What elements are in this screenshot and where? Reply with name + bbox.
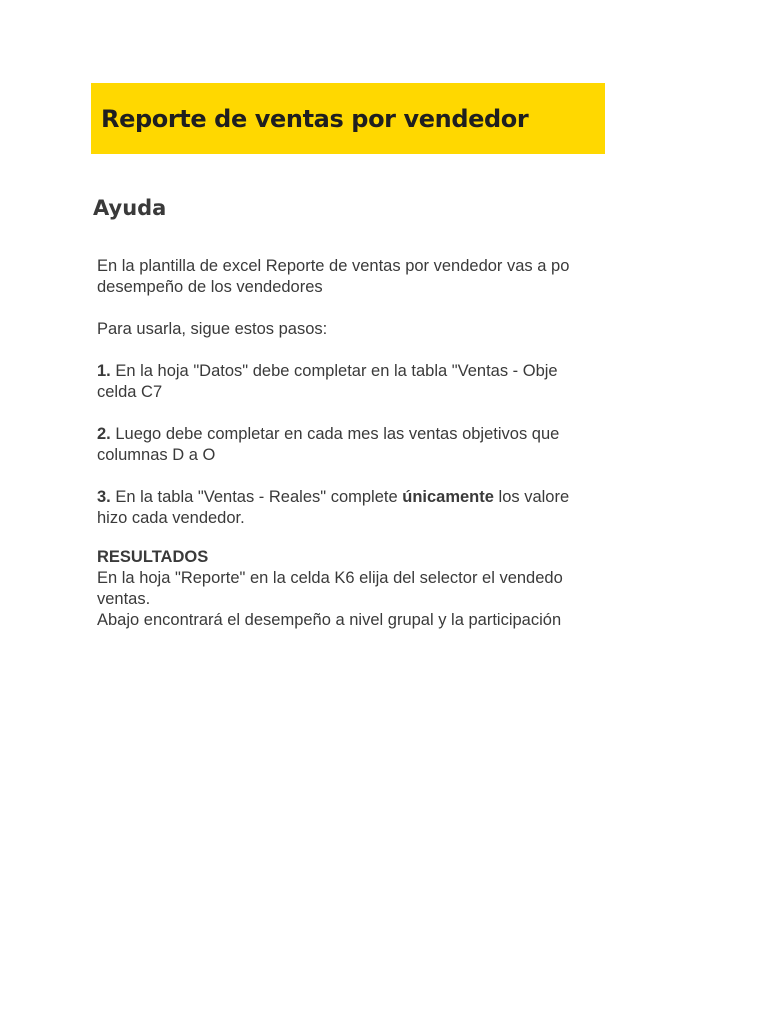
results-line-3: Abajo encontrará el desempeño a nivel grupal y la participación: [97, 611, 562, 629]
step-1-line-1: [97, 361, 558, 381]
help-body: [97, 256, 605, 636]
step-3-text-pre: En la tabla "Ventas - Reales" complete: [110, 488, 403, 506]
step-2-line-2: columnas D a O: [97, 446, 216, 464]
step-3-text-post: los valore: [493, 488, 570, 506]
step-3-line-2: hizo cada vendedor.: [97, 509, 245, 527]
results-line-1: En la hoja "Reporte" en la celda K6 elija del selector el vendedo: [97, 569, 563, 587]
step-2-text: Luego debe completar en cada mes las ventas objetivos que: [110, 425, 560, 443]
step-3-emphasis: únicamente: [402, 488, 494, 506]
title-banner: [91, 83, 605, 154]
step-1-line-2: celda C7: [97, 383, 163, 401]
intro-line-1: En la plantilla de excel Reporte de ventas por vendedor vas a po: [97, 257, 570, 275]
intro-line-2: desempeño de los vendedores: [97, 278, 323, 296]
section-heading: Ayuda: [93, 196, 167, 220]
step-3-line-1: [97, 487, 569, 507]
results-line-2: ventas.: [97, 590, 151, 608]
page-title: Reporte de ventas por vendedor: [101, 104, 529, 133]
results-heading: RESULTADOS: [97, 548, 209, 566]
usage-line: Para usarla, sigue estos pasos:: [97, 320, 328, 338]
step-1-text: En la hoja "Datos" debe completar en la tabla "Ventas - Obje: [110, 362, 558, 380]
step-2-line-1: [97, 424, 559, 444]
step-3-number: 3.: [97, 488, 111, 506]
step-1-number: 1.: [97, 362, 111, 380]
step-2-number: 2.: [97, 425, 111, 443]
